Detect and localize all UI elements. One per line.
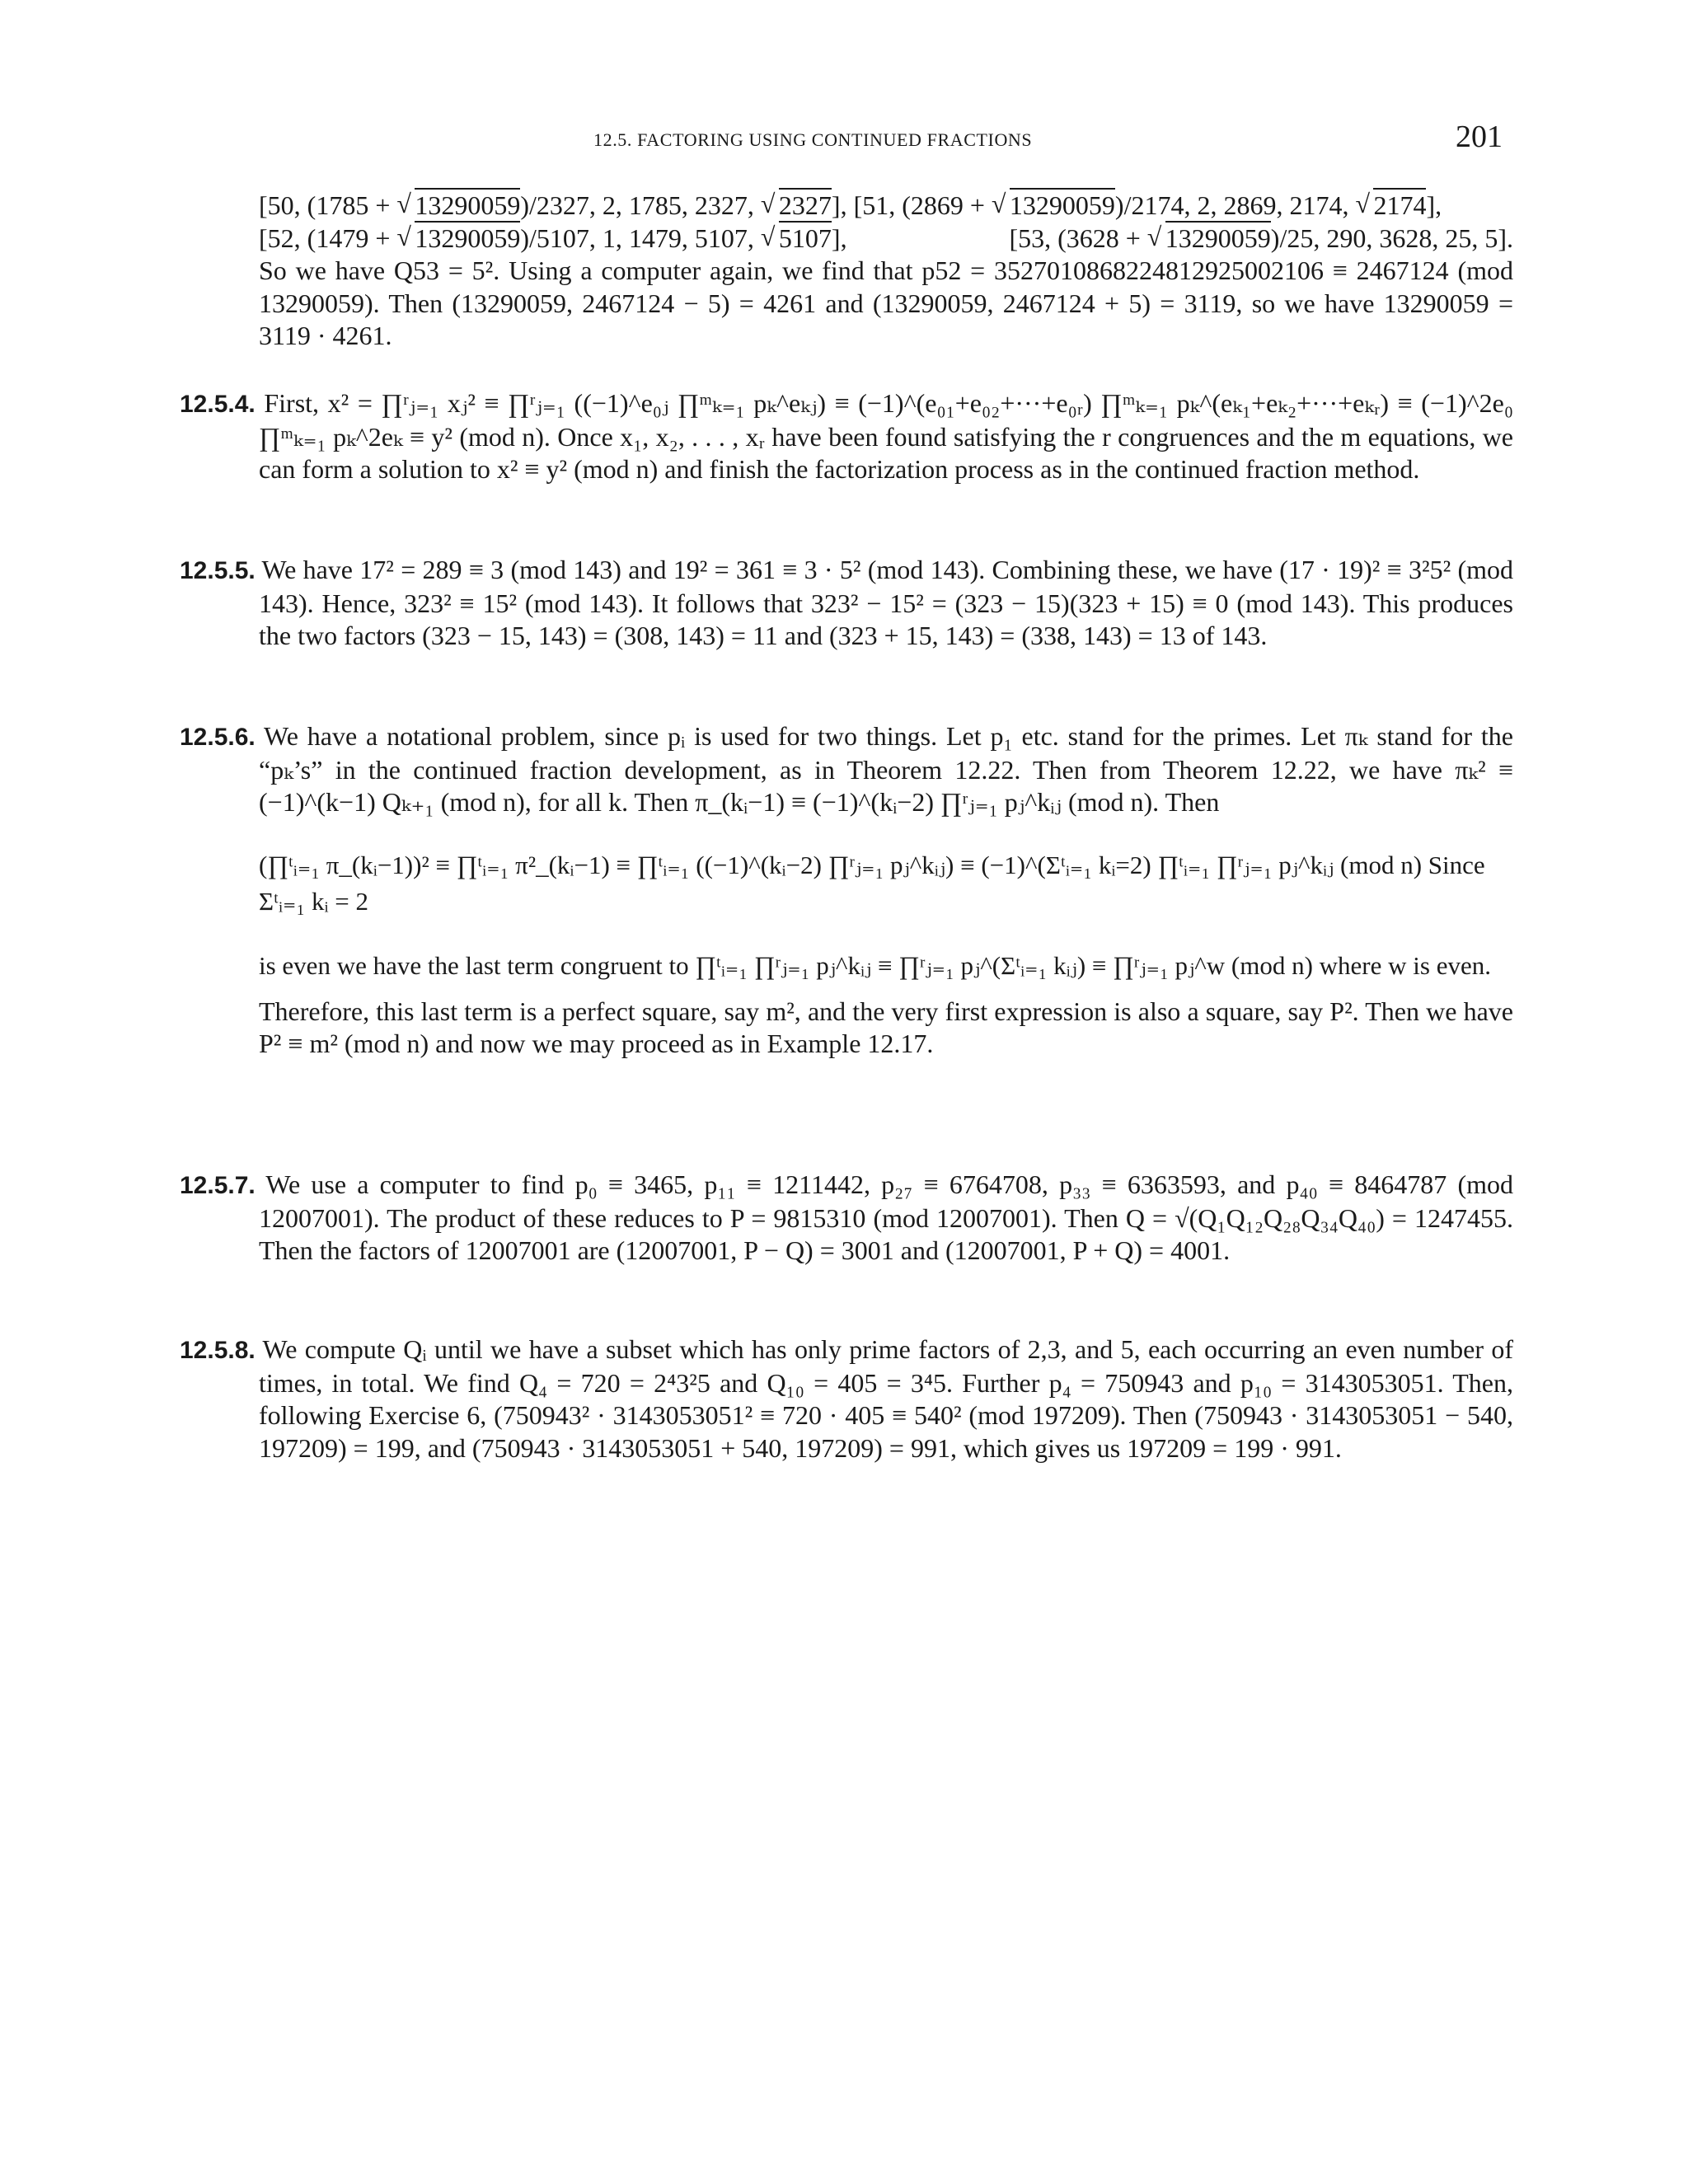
exercise-12-5-6 [180,720,1513,1061]
exercise-label: 12.5.7. [180,1172,256,1199]
exercise-label: 12.5.4. [180,391,256,418]
exercise-12-5-4-text: 12.5.4. First, x² = ∏ʳⱼ₌₁ xⱼ² ≡ ∏ʳⱼ₌₁ ((−1)^e₀ⱼ ∏ᵐₖ₌₁ pₖ^eₖⱼ) ≡ (−1)^(e₀₁+e₀₂+···+e₀ᵣ) ∏ᵐₖ₌₁ pₖ^(eₖ₁+eₖ₂+···+eₖᵣ) ≡ (−1)^2e₀ ∏ᵐₖ₌₁ pₖ^2eₖ ≡ y² (mod n). Once x₁, x₂, . . . , xᵣ have been found satisfying the r congruences and the m equations, we can form a solution to x² ≡ y² (mod n) and finish the factorization process as in the continued fraction method. [180,388,1514,484]
cf-expansion-line-2: [52, (1479 + √ 13290059)/5107, 1, 1479, 5107, √ 5107], [53, (3628 + √ 13290059)/25, 290, 3628, 25, 5]. [180,223,1513,255]
running-header: 12.5. FACTORING USING CONTINUED FRACTIONS [593,129,1033,150]
exercise-12-5-6-text-2: is even we have the last term congruent to ∏ᵗᵢ₌₁ ∏ʳⱼ₌₁ pⱼ^kᵢⱼ ≡ ∏ʳⱼ₌₁ pⱼ^(Σᵗᵢ₌₁ kᵢⱼ) ≡ ∏ʳⱼ₌₁ pⱼ^w (mod n) where w is even. [259,950,1491,980]
exercise-12-5-5 [180,554,1513,653]
section-12-5-3-continued [180,190,1513,353]
cf-expansion-line-1: [50, (1785 + √ 13290059)/2327, 2, 1785, 2327, √ 2327], [51, (2869 + √ 13290059)/2174, 2, 2869, 2174, √ 2174], [180,190,1513,223]
exercise-label: 12.5.5. [180,557,256,584]
exercise-label: 12.5.8. [180,1337,256,1364]
exercise-12-5-6-text-1: 12.5.6. We have a notational problem, since pᵢ is used for two things. Let p₁ etc. stand for the primes. Let πₖ stand for the “pₖ’s” in the continued fraction development, as in Theorem 12.22. Then from Theorem 12.22, we have πₖ² ≡ (−1)^(k−1) Qₖ₊₁ (mod n), for all k. Then π_(kᵢ−1) ≡ (−1)^(kᵢ−2) ∏ʳⱼ₌₁ pⱼ^kᵢⱼ (mod n). Then [180,721,1514,817]
exercise-12-5-8 [180,1333,1513,1465]
exercise-12-5-6-text-3: Therefore, this last term is a perfect square, say m², and the very first expression is also a square, say P². Then we have P² ≡ m² (mod n) and now we may proceed as in Example 12.17. [259,996,1513,1058]
exercise-label: 12.5.6. [180,724,256,751]
exercise-12-5-8-text: 12.5.8. We compute Qᵢ until we have a subset which has only prime factors of 2,3, and 5, each occurring an even number of times, in total. We find Q₄ = 720 = 2⁴3²5 and Q₁₀ = 405 = 3⁴5. Further p₄ = 750943 and p₁₀ = 3143053051. Then, following Exercise 6, (750943² · 3143053051² ≡ 720 · 405 ≡ 540² (mod 197209). Then (750943 · 3143053051 − 540, 197209) = 199, and (750943 · 3143053051 + 540, 197209) = 991, which gives us 197209 = 199 · 991. [180,1334,1514,1463]
exercise-12-5-5-text: 12.5.5. We have 17² = 289 ≡ 3 (mod 143) and 19² = 361 ≡ 3 · 5² (mod 143). Combining these, we have (17 · 19)² ≡ 3²5² (mod 143). Hence, 323² ≡ 15² (mod 143). It follows that 323² − 15² = (323 − 15)(323 + 15) ≡ 0 (mod 143). This produces the two factors (323 − 15, 143) = (308, 143) = 11 and (323 + 15, 143) = (338, 143) = 13 of 143. [180,555,1514,650]
exercise-12-5-4 [180,387,1513,486]
exercise-12-5-6-display-equation: (∏ᵗᵢ₌₁ π_(kᵢ−1))² ≡ ∏ᵗᵢ₌₁ π²_(kᵢ−1) ≡ ∏ᵗᵢ₌₁ ((−1)^(kᵢ−2) ∏ʳⱼ₌₁ pⱼ^kᵢⱼ) ≡ (−1)^(Σᵗᵢ₌₁ kᵢ=2) ∏ᵗᵢ₌₁ ∏ʳⱼ₌₁ pⱼ^kᵢⱼ (mod n) Since Σᵗᵢ₌₁ kᵢ = 2 [259,850,1485,916]
exercise-12-5-7 [180,1169,1513,1268]
section-12-5-3-tail-text: So we have Q53 = 5². Using a computer again, we find that p52 = 352701086822481292500210​6 ≡ 2467124 (mod 13290059). Then (13290059, 2467124 − 5) = 4261 and (13290059, 2467124 + 5) = 3119, so we have 13290059 = 3119 · 4261. [259,255,1513,350]
page-number: 201 [1456,120,1503,154]
exercise-12-5-7-text: 12.5.7. We use a computer to find p₀ ≡ 3465, p₁₁ ≡ 1211442, p₂₇ ≡ 6764708, p₃₃ ≡ 6363593, and p₄₀ ≡ 8464787 (mod 12007001). The product of these reduces to P = 9815310 (mod 12007001). Then Q = √(Q₁Q₁₂Q₂₈Q₃₄Q₄₀) = 1247455. Then the factors of 12007001 are (12007001, P − Q) = 3001 and (12007001, P + Q) = 4001. [180,1169,1514,1265]
